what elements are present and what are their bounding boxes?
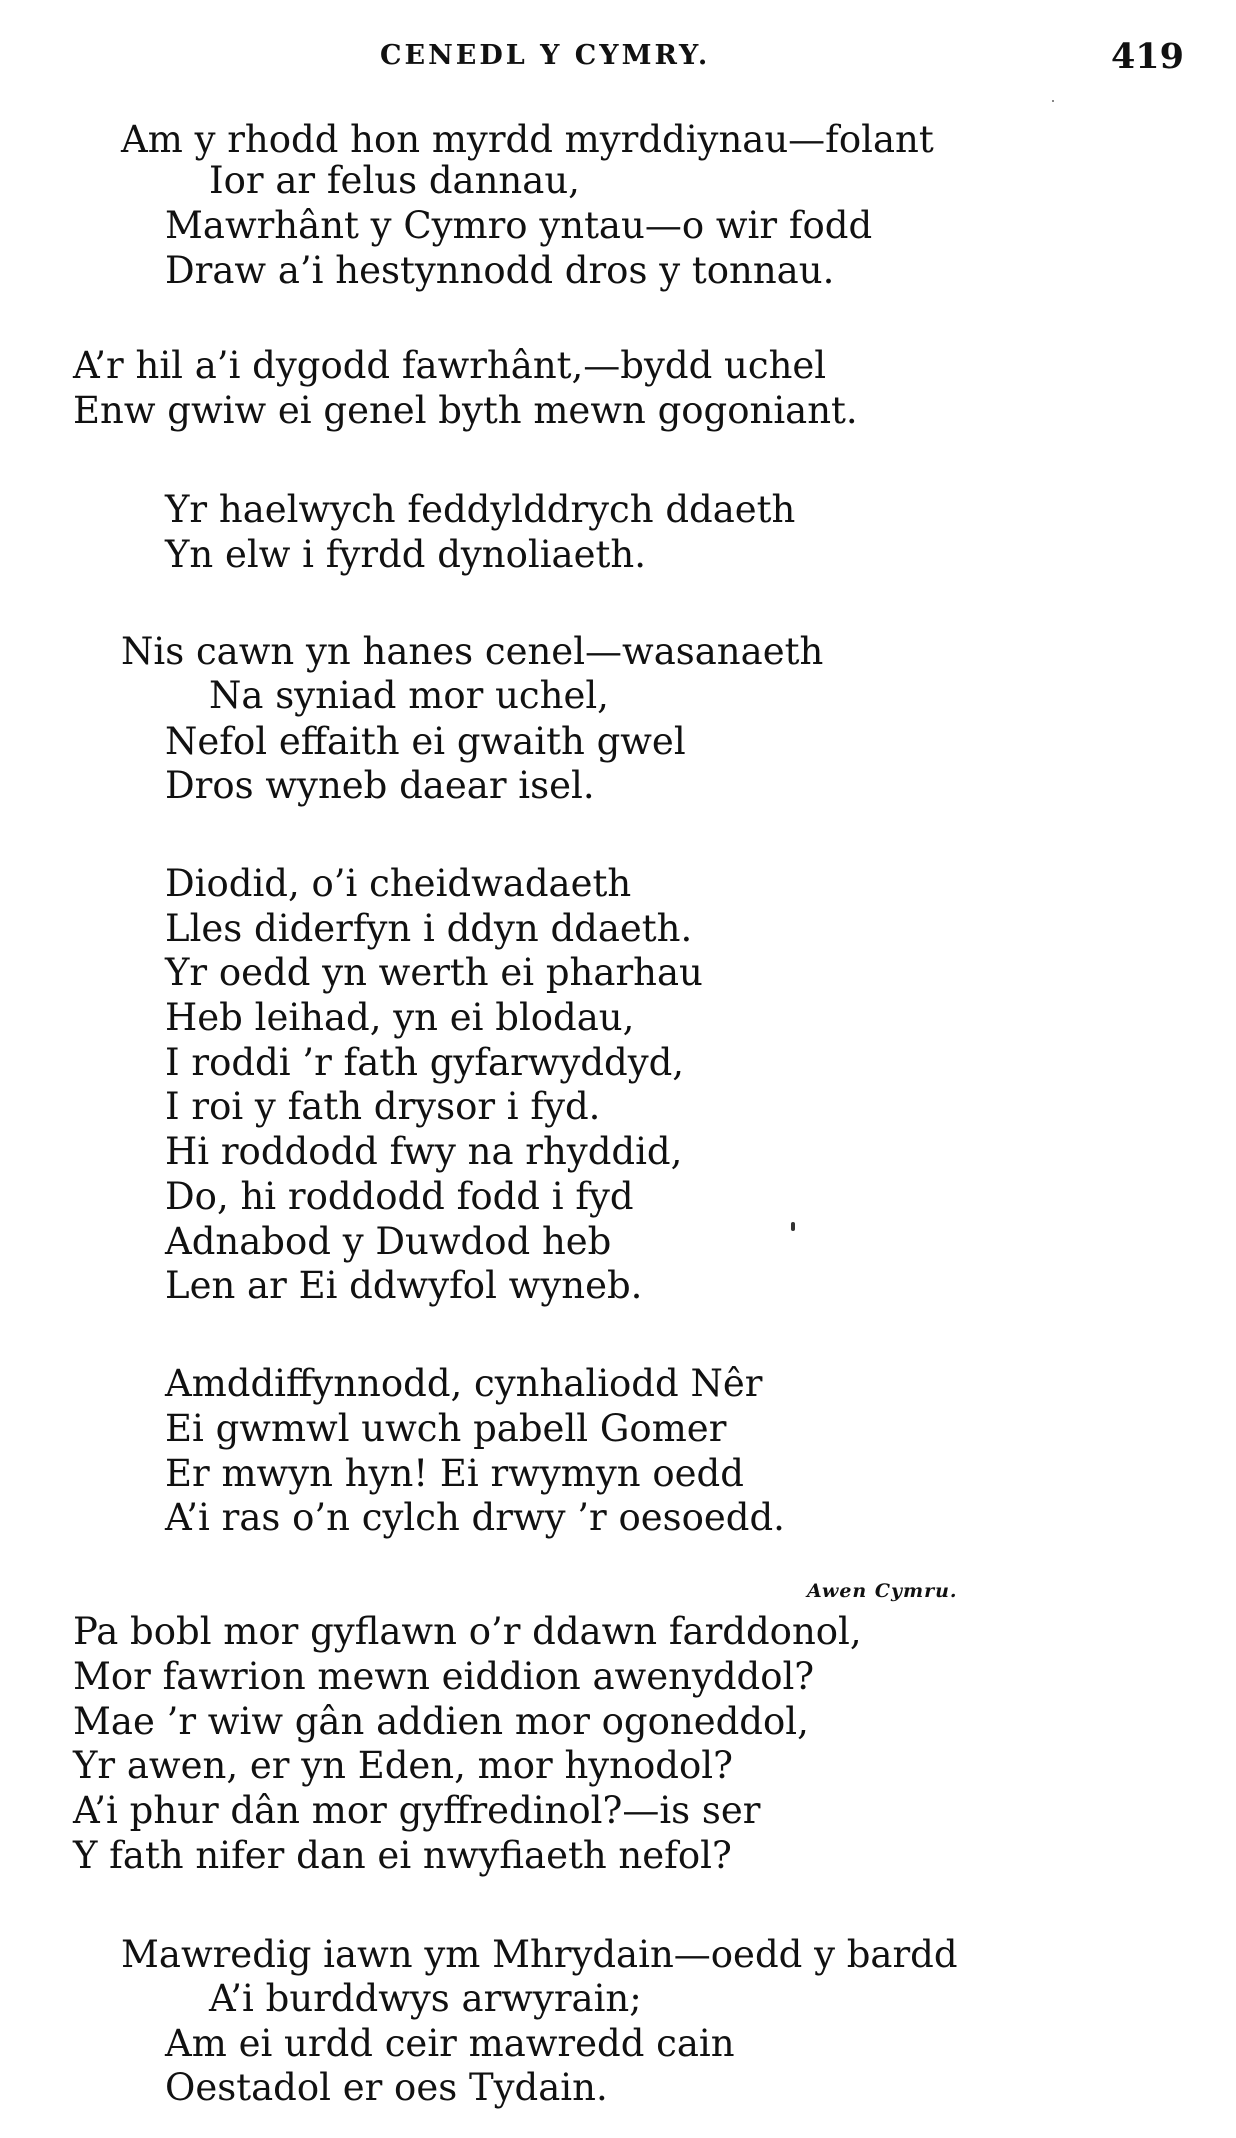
- source-attribution: Awen Cymru.: [807, 1580, 958, 1602]
- verse-line: Lles diderfyn i ddyn ddaeth.: [165, 907, 693, 950]
- ink-speck: [1052, 100, 1054, 102]
- verse-line: Y fath nifer dan ei nwyfiaeth nefol?: [73, 1834, 732, 1877]
- verse-line: Yr awen, er yn Eden, mor hynodol?: [73, 1744, 733, 1787]
- verse-line: Mae ’r wiw gân addien mor ogoneddol,: [73, 1700, 809, 1743]
- verse-line: Nis cawn yn hanes cenel—wasanaeth: [121, 630, 824, 673]
- verse-line: Amddiffynnodd, cynhaliodd Nêr: [165, 1362, 763, 1405]
- verse-line: Len ar Ei ddwyfol wyneb.: [165, 1264, 643, 1307]
- ink-speck: [791, 1222, 795, 1231]
- verse-line: Mawredig iawn ym Mhrydain—oedd y bardd: [121, 1933, 958, 1976]
- verse-line: Am y rhodd hon myrdd myrddiynau—folant: [121, 118, 934, 161]
- verse-line: Nefol effaith ei gwaith gwel: [165, 720, 686, 763]
- verse-line: A’i ras o’n cylch drwy ’r oesoedd.: [165, 1496, 785, 1539]
- verse-line: Heb leihad, yn ei blodau,: [165, 996, 635, 1039]
- verse-line: Hi roddodd fwy na rhyddid,: [165, 1130, 683, 1173]
- verse-line: Adnabod y Duwdod heb: [165, 1220, 612, 1263]
- verse-line: Yr oedd yn werth ei pharhau: [165, 951, 703, 994]
- page-number: 419: [1110, 36, 1184, 77]
- verse-line: I roddi ’r fath gyfarwyddyd,: [165, 1041, 685, 1084]
- verse-line: Do, hi roddodd fodd i fyd: [165, 1175, 634, 1218]
- verse-line: A’i burddwys arwyrain;: [209, 1977, 642, 2020]
- running-head: [0, 36, 1236, 76]
- verse-line: Na syniad mor uchel,: [209, 674, 609, 717]
- verse-line: Am ei urdd ceir mawredd cain: [165, 2022, 735, 2065]
- verse-line: Enw gwiw ei genel byth mewn gogoniant.: [73, 389, 858, 432]
- verse-line: Yr haelwych feddylddrych ddaeth: [165, 488, 796, 531]
- verse-line: Dros wyneb daear isel.: [165, 764, 595, 807]
- verse-line: I roi y fath drysor i fyd.: [165, 1085, 601, 1128]
- verse-line: Ior ar felus dannau,: [209, 159, 580, 202]
- verse-line: Ei gwmwl uwch pabell Gomer: [165, 1407, 727, 1450]
- verse-line: Yn elw i fyrdd dynoliaeth.: [165, 533, 646, 576]
- verse-line: Oestadol er oes Tydain.: [165, 2066, 608, 2109]
- running-title: CENEDL Y CYMRY.: [380, 40, 711, 71]
- verse-line: Mawrhânt y Cymro yntau—o wir fodd: [165, 204, 873, 247]
- verse-line: A’r hil a’i dygodd fawrhânt,—bydd uchel: [73, 344, 827, 387]
- verse-line: Mor fawrion mewn eiddion awenyddol?: [73, 1655, 815, 1698]
- verse-line: Diodid, o’i cheidwadaeth: [165, 862, 632, 905]
- verse-line: Er mwyn hyn! Ei rwymyn oedd: [165, 1452, 744, 1495]
- verse-line: A’i phur dân mor gyffredinol?—is ser: [73, 1789, 761, 1832]
- verse-line: Draw a’i hestynnodd dros y tonnau.: [165, 249, 835, 292]
- verse-line: Pa bobl mor gyflawn o’r ddawn farddonol,: [73, 1610, 862, 1653]
